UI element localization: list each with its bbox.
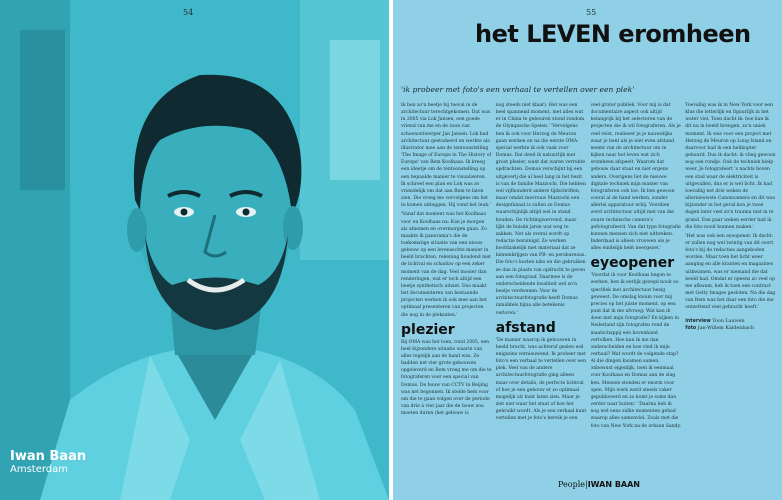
caption-name: Iwan Baan [10,449,87,464]
column-1 [401,102,492,474]
column-3 [591,102,682,474]
paragraph: Ik ben zo'n beetje bij toeval in de architectuur terechtgekomen. Dat was in 2005 via Lok Jansen, een goede vriend van me en de zoon van schoenontwerper Jan Jansen. Lok had architectuur gestudeerd en werkte als illustrator mee aan de tentoonstelling 'The Image of Europe in The History of Europe' van Rem Koolhaas. Ik kreeg een ideetje om de tentoonstelling op een bepaalde manier te visualiseren. Ik schreef een plan en Lok was zo vriendelijk om dat aan Rem te laten zien. Die vroeg me vervolgens om het te komen uitleggen. Hij vond het leuk.' [401,103,492,209]
subheading: eyeopener [590,255,675,272]
credit-label: interview [685,318,711,324]
footer-section-label: People|IWAN BAAN [558,480,640,489]
column-2 [496,102,587,474]
caption-place: Amsterdam [10,464,69,475]
footer-people: People [558,480,585,489]
page-number-right: 55 [586,8,597,17]
subheading: plezier [401,321,455,338]
credit-name: Jan-Willem Kaldenbach [697,326,755,332]
paragraph: 'De manier waarop ik gebouwen in beeld bracht, was achteraf gezien wel enigszins vernieuwend. Ik probeer met foto's een verhaal te vertellen over een plek. Veel van de andere architectuurfotografie ging alleen maar over details, de perfecte lichtval of hoe je een gebouw er zo optimaal mogelijk uit kunt laten zien. Maar je ziet niet waar het staat of hoe het gebruikt wordt. Als je een verhaal kunt vertellen met je foto's bereik je een [495,337,587,422]
paragraph: nog steeds niet klaar). Het was een heel spannend moment, met alles wat er in China te gebeuren stond rondom de Olympische Spelen.' 'Vervolgens ben ik ook voor Herzog de Meuron gaan werken en na die eerste OMA-special werkte ik ook vaak voor Domus. Dat deed ik natuurlijk met groot plezier, want dat waren verrukte opdrachten. Domus verschijnt bij een uitgeverij die al heel lang in het bezit is van de familie Mazzochi. Die hebben wel vijfhonderd andere tijdschriften, maar omdat mevrouw Mazzochi een designfanaat is zullen ze Domus waarschijnlijk altijd wel in stand houden. De richtingwervend, maar lijkt de buisde jaren wat weg te zakken. Net als overal wordt op redactie bezuinigd. Ze werken hoofdzakelijk met materiaal dat ze binnenkrijgen van PR- en persbureaus. Die foto's kosten niks en die gebruiken ze dan in plaats van opdracht te geven aan een fotograaf. Daarmee is de onderscheidende kwaliteit wel zo'n beetje verdwenen. Voor de architectuurfotografie heeft Domus inmiddels bijna alle betekenis verloren.' [495,103,586,316]
portrait-photo [0,0,389,500]
column-4 [685,102,776,474]
headline: het LEVEN eromheen [475,20,751,48]
paragraph: Toevallig was ik in New York voor een klus die letterlijk en figuurlijk in het water viel. Toen dacht ik: hoe kan ik dit nu in beeld brengen, zo'n uniek moment. Ik was voor een project met Herzog de Meuron op Long Island en daarvoor had ik een helikopter gehuurd. Dus ik dacht: ik vlieg gewoon nog een rondje. Ook de techniek hielp weer. Je fotografeert 's nachts boven een stad waar de elektriciteit is uitgevallen, dus er is wel licht. Ik had toevallig net drie weken de allernieuwste Canoncamera en dit was bijzonder in het geval kon je twee dagen later veel zo'n trauma niet in te grand. Een paar weken eerder had ik die foto nooit kunnen maken.' [685,103,776,230]
credits [685,318,776,333]
paragraph: veel groter publiek. Voor mij is dat documentaire aspect ook altijd belangrijk bij het selecteren van de projecten die ik wil fotograferen. Als je veel reist, realiseer je je nauwelijks waar je bent als je niet even afstand neemt van de architectuur om te kijken naar het leven wat zich eromheen afspeelt. Waarom dat gebouw daar staat en niet ergens anders. Overigens liet de nieuwe digitale techniek mijn manier van fotograferen ook toe. Ik ben gewoon vooral al de hand werken, zonder allerlei apparatuur erbij. Voordien werd architectuur altijd met van die zware technische camera's gefotografeerd. Van dat type fotografie kunnen mensen zich niet uitbreken. Inderdaad is alleen vrouwen als je alles eindelijk hebt neergezet.' [590,103,681,252]
paragraph: 'Vanaf dat moment was het Koolhaas voor en Koolhaas na: Kan je morgen als afnemen en overmorgen gaan. Zo maakte ik panorama's die de toekomstige situatie van een nieuw gebouw op een levensechte manier in beeld brachten, rekening houdend met de lichtval en schaduw op een zeker moment van de dag. Veel mooier dan renderingen, wat er toch altijd een beetje synthetisch uitziet. Dus maakt het documenteren van bestaande projecten werken ik ook mee aan het optimaal presenteren van projecten die nog in de plekzaten.' [401,212,491,318]
pull-quote: 'ik probeer met foto's een verhaal te vertellen over een plek' [401,85,635,94]
left-page [0,0,389,500]
page-number-left: 54 [183,8,194,17]
right-page [393,0,782,500]
credit-name: Toon Lauwen [712,318,745,324]
footer-name: IWAN BAAN [587,480,640,489]
article-body [401,102,776,474]
paragraph: 'Het was ook een eyeopener. Ik dacht: er zullen nog wel twintig van dit soort foto's bij de redacties aangeboden worden. Maar toen het licht weer aanging en alle kranten en magazines uitkwamen, was er niemand die dat beeld had. Omdat er opeens zo veel op me afkwam, heb ik toen een contract met Getty Images gesloten. Na die dag van Rem was het daar een foto die me ontzettend veel gebracht heeft.' [685,233,776,311]
paragraph: 'Voordat ik voor Koolhaas begon te werken, ben ik eerlijk gezegd nooit zo specifiek met architectuur bezig geweest. De omslag kwam voor mij precies op het juiste moment, op een punt dat ik me afvroeg: Wat kan ik doen met mijn fotografie? En kijken in Nederland zijn fotografen rond de maatschappij een bovenhand vertolken. Hoe kan ik me dan onderscheiden en hoe vind ik mijn verhaal? Wat wordt de volgende stap? Al die dingen kwamen samen, onbewust eigenlijk, toen ik eenmaal voor Koolhaas en Domus aan de slag ben. Mensen stonden er enorm voor open. Mijn werk werd steeds vaker gepubliceerd en zo komt je soms dan verder naar buiten.' 'Daarna heb ik nog wel eens zulke momenten gehad waarop alles samenviel. Zoals met die foto van New York na de orkaan Sandy. [590,273,681,429]
credit-label: foto [685,326,697,332]
subheading: afstand [495,319,556,336]
paragraph: Bij OMA was het toen, rond 2005, een heel bijzondere situatie waarin van alles tegelijk aan de hand was. Ze hadden net vier grote gebouwen opgeleverd en Rem vroeg me om die te fotograferen voor een special van Domus. De bouw van CCTV in Beijing was net begonnen. Ik stelde hem voor om die te gaan volgen over de periode van drie à vier jaar die de bouw zou moeten duren (het gebouw is [401,339,492,417]
